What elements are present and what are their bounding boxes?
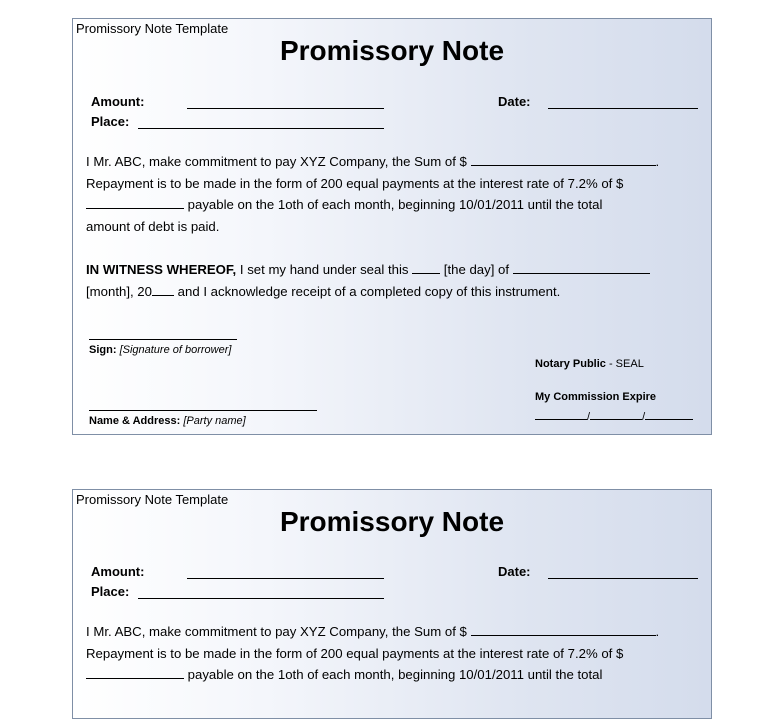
period: . xyxy=(655,154,660,169)
notary-seal: - SEAL xyxy=(605,358,644,370)
amount-label: Amount: xyxy=(91,564,145,579)
date-field[interactable] xyxy=(548,578,698,579)
commission-label: My Commission Expire xyxy=(535,391,657,403)
place-field[interactable] xyxy=(138,128,384,129)
slash-2: / xyxy=(642,411,646,423)
year-field[interactable] xyxy=(152,282,174,296)
payment-amount-field[interactable] xyxy=(86,195,184,209)
template-label: Promissory Note Template xyxy=(76,21,229,36)
commitment-line-3: payable on the 1oth of each month, beginning 10/01/2011 until the total xyxy=(187,667,603,682)
sign-caption xyxy=(89,344,231,356)
month-field[interactable] xyxy=(513,260,650,274)
date-label: Date: xyxy=(498,564,531,579)
name-placeholder: [Party name] xyxy=(183,415,246,427)
name-address-line[interactable] xyxy=(89,410,317,411)
commitment-line-2: Repayment is to be made in the form of 200 equal payments at the interest rate of 7.2% of $ xyxy=(86,645,624,661)
payment-amount-field[interactable] xyxy=(86,665,184,679)
place-field[interactable] xyxy=(138,598,384,599)
witness-text-3: [month], 20 xyxy=(86,283,152,299)
sum-field[interactable] xyxy=(471,152,656,166)
commission-date xyxy=(535,408,693,423)
place-label: Place: xyxy=(91,584,130,599)
sum-field[interactable] xyxy=(471,622,656,636)
commitment-line-1: I Mr. ABC, make commitment to pay XYZ Company, the Sum of $ xyxy=(86,624,467,639)
commitment-line-1: I Mr. ABC, make commitment to pay XYZ Company, the Sum of $ xyxy=(86,154,467,169)
note-title: Promissory Note xyxy=(279,35,505,66)
day-field[interactable] xyxy=(412,260,440,274)
notary-caption xyxy=(535,358,644,370)
sign-label: Sign: xyxy=(89,344,117,356)
commission-month-field[interactable] xyxy=(535,408,587,420)
amount-field[interactable] xyxy=(187,108,384,109)
witness-paragraph xyxy=(86,259,708,302)
commitment-paragraph xyxy=(86,621,708,686)
amount-label: Amount: xyxy=(91,94,145,109)
name-label: Name & Address: xyxy=(89,415,181,427)
note-title: Promissory Note xyxy=(279,506,505,537)
period: . xyxy=(655,624,660,639)
name-caption xyxy=(89,415,246,427)
amount-field[interactable] xyxy=(187,578,384,579)
commission-caption xyxy=(535,391,656,403)
witness-text-4: and I acknowledge receipt of a completed copy of this instrument. xyxy=(173,283,561,299)
commitment-line-4: amount of debt is paid. xyxy=(86,218,220,234)
slash-1: / xyxy=(587,411,591,423)
witness-text-2: [the day] of xyxy=(440,262,510,277)
sign-placeholder: [Signature of borrower] xyxy=(119,344,232,356)
witness-heading: IN WITNESS WHEREOF, xyxy=(86,262,237,277)
commitment-paragraph xyxy=(86,151,708,237)
commitment-line-2: Repayment is to be made in the form of 200 equal payments at the interest rate of 7.2% of $ xyxy=(86,175,624,191)
witness-text-1: I set my hand under seal this xyxy=(236,262,409,277)
promissory-note-1 xyxy=(72,18,712,435)
commission-year-field[interactable] xyxy=(645,408,693,420)
signature-line[interactable] xyxy=(89,339,237,340)
date-label: Date: xyxy=(498,94,531,109)
template-label: Promissory Note Template xyxy=(76,492,229,507)
commission-day-field[interactable] xyxy=(590,408,642,420)
notary-label: Notary Public xyxy=(535,358,606,370)
place-label: Place: xyxy=(91,114,130,129)
commitment-line-3: payable on the 1oth of each month, beginning 10/01/2011 until the total xyxy=(187,197,603,212)
date-field[interactable] xyxy=(548,108,698,109)
